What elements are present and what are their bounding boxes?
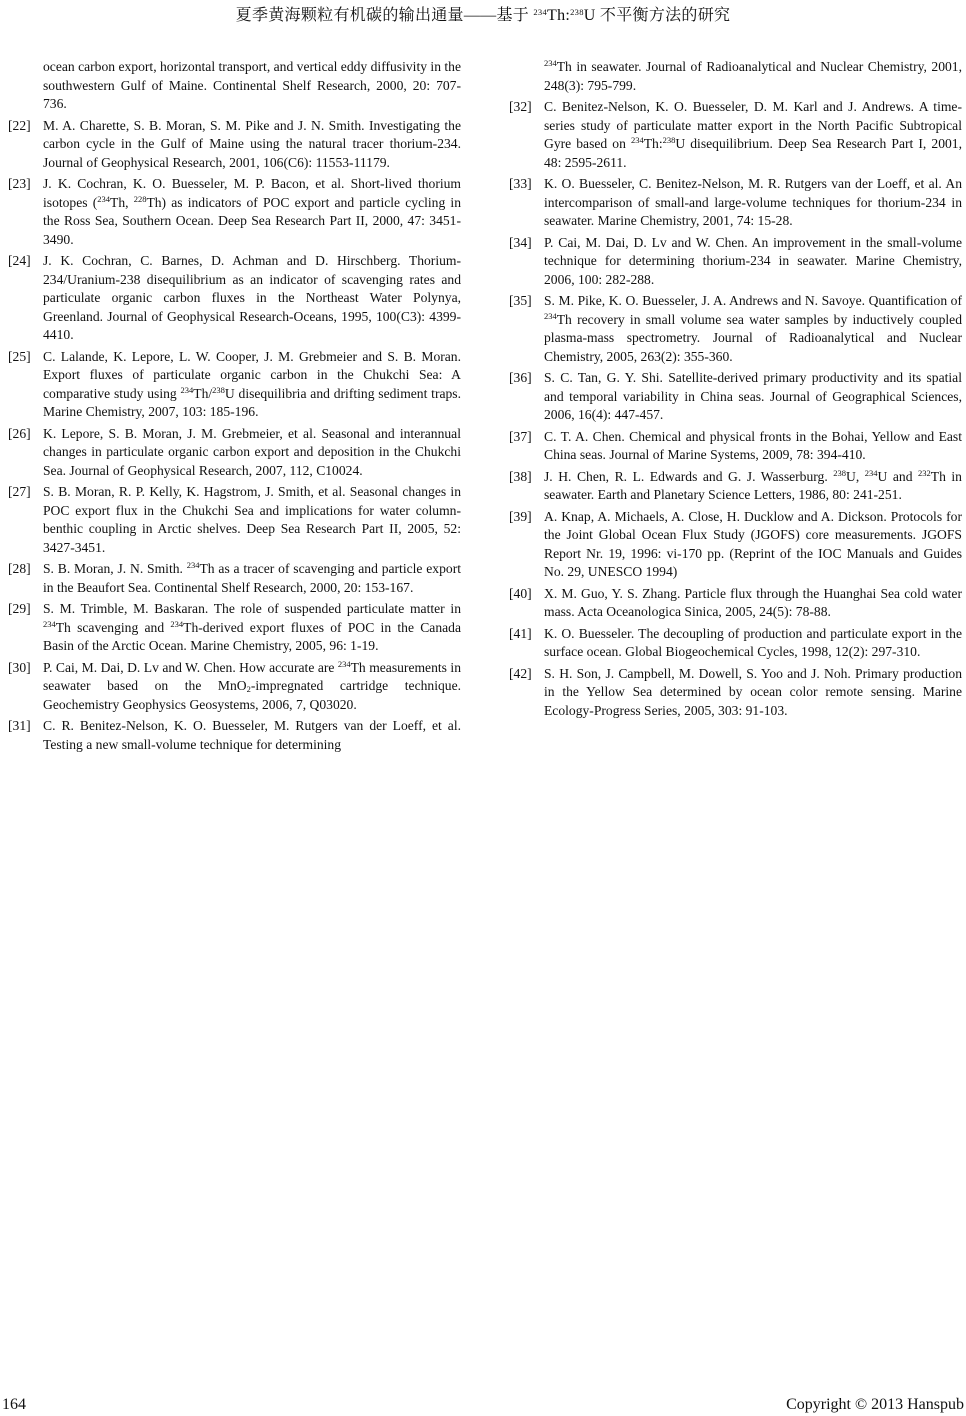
reference-number: [38] xyxy=(509,468,532,484)
superscript: 238 xyxy=(662,135,676,145)
reference-item xyxy=(8,600,466,656)
reference-text: C. R. Benitez-Nelson, K. O. Buesseler, M. Rutgers van der Loeff, et al. Testing a new small-volume technique for determining xyxy=(43,718,461,752)
reference-item xyxy=(509,98,966,172)
reference-item xyxy=(509,468,966,505)
reference-text: J. K. Cochran, K. O. Buesseler, M. P. Bacon, et al. Short-lived thorium isotopes ($^{234}$Th, $^{228}$Th) as indicators of POC export and particle cycling in the Ross Sea, Southern Ocean. Deep Sea Research Part II, 2000, 47: 3451-3490. xyxy=(43,176,461,247)
running-header: 夏季黄海颗粒有机碳的输出通量——基于 $^{234}$Th:$^{238}$U 不平衡方法的研究 xyxy=(235,7,731,24)
reference-text: K. O. Buesseler. The decoupling of production and particulate export in the surface ocean. Global Biogeochemical Cycles, 1998, 12(2): 297-310. xyxy=(544,625,962,659)
reference-item xyxy=(509,369,966,425)
reference-number: [29] xyxy=(8,601,31,616)
subscript: 2 xyxy=(246,684,251,694)
superscript: 232 xyxy=(918,467,931,478)
reference-number: [26] xyxy=(8,425,31,441)
reference-number: [35] xyxy=(509,293,532,308)
reference-text: S. C. Tan, G. Y. Shi. Satellite-derived primary productivity and its spatial and temporal variability in China seas. Journal of Geographical Sciences, 2006, 16(4): 447-457. xyxy=(544,370,962,422)
reference-number: [31] xyxy=(8,718,31,733)
reference-text: P. Cai, M. Dai, D. Lv and W. Chen. How accurate are $^{234}$Th measurements in seawater based on the MnO$_2$-impregnated cartridge technique. Geochemistry Geophysics Geosystems, 2006, 7, Q03020. xyxy=(43,658,461,712)
right-column xyxy=(509,58,966,723)
reference-item xyxy=(509,292,966,366)
reference-text: S. B. Moran, J. N. Smith. $^{234}$Th as a tracer of scavenging and particle export in the Beaufort Sea. Continental Shelf Research, 2000, 20: 153-167. xyxy=(43,560,461,595)
reference-number: [27] xyxy=(8,484,31,499)
reference-number: [22] xyxy=(8,117,31,133)
reference-text: P. Cai, M. Dai, D. Lv and W. Chen. An improvement in the small-volume technique for determining thorium-234 in seawater. Marine Chemistry, 2006, 100: 282-288. xyxy=(544,234,962,287)
reference-list xyxy=(509,98,966,720)
reference-text: K. Lepore, S. B. Moran, J. M. Grebmeier, et al. Seasonal and interannual changes in particulate organic carbon export and deposition in the Chukchi Sea. Journal of Geophysical Research, 2007, 112, C10024. xyxy=(43,425,461,478)
reference-item xyxy=(509,175,966,231)
reference-text: J. H. Chen, R. L. Edwards and G. J. Wasserburg. $^{238}$U, $^{234}$U and $^{232}$Th in seawater. Earth and Planetary Science Letters, 1986, 80: 241-251. xyxy=(544,467,962,502)
superscript: 238 xyxy=(833,467,847,478)
reference-item xyxy=(8,659,466,715)
reference-number: [37] xyxy=(509,428,532,444)
reference-item xyxy=(509,665,966,721)
superscript: 238 xyxy=(212,384,225,395)
reference-text: J. K. Cochran, C. Barnes, D. Achman and D. Hirschberg. Thorium-234/Uranium-238 disequilibrium as an indicator of scavenging rates and particulate organic carbon fluxes in the Northeast Water Polynya, Greenland. Journal of Geophysical Research-Oceans, 1995, 100(C3): 4399-4410. xyxy=(43,253,461,342)
reference-list xyxy=(8,117,466,755)
reference-text: S. H. Son, J. Campbell, M. Dowell, S. Yoo and J. Noh. Primary production in the Yellow Sea determined by ocean color remote sensing. Marine Ecology-Progress Series, 2005, 303: 91-103. xyxy=(544,665,962,718)
reference-text: S. M. Pike, K. O. Buesseler, J. A. Andrews and N. Savoye. Quantification of $^{234}$Th recovery in small volume sea water samples by inductively coupled plasma-mass spectrometry. Journal of Radioanalytical and Nuclear Chemistry, 2005, 263(2): 355-360. xyxy=(544,293,962,364)
reference-continuation: $^{234}$Th in seawater. Journal of Radioanalytical and Nuclear Chemistry, 2001, 248(3): 795-799. xyxy=(544,58,962,93)
superscript: 228 xyxy=(133,193,147,204)
reference-number: [39] xyxy=(509,508,532,524)
reference-text: S. B. Moran, R. P. Kelly, K. Hagstrom, J. Smith, et al. Seasonal changes in POC export flux in the Chukchi Sea and implications for water column-benthic coupling in Arctic shelves. Deep Sea Research Part II, 2005, 52: 3427-3451. xyxy=(43,484,461,555)
reference-number: [41] xyxy=(509,625,532,641)
reference-item xyxy=(8,348,466,422)
superscript: 234 xyxy=(864,467,878,478)
reference-number: [42] xyxy=(509,665,532,681)
reference-item xyxy=(509,234,966,290)
reference-text: C. Lalande, K. Lepore, L. W. Cooper, J. M. Grebmeier and S. B. Moran. Export fluxes of particulate organic carbon in the Chukchi Sea: A comparative study using $^{234}$Th/$^{238}$U disequilibria and drifting sediment traps. Marine Chemistry, 2007, 103: 185-196. xyxy=(43,348,461,419)
reference-item xyxy=(8,252,466,345)
reference-text: A. Knap, A. Michaels, A. Close, H. Ducklow and A. Dickson. Protocols for the Joint Global Ocean Flux Study (JGOFS) core measurements. JGOFS Report Nr. 19, 1996: vi-170 pp. (Reprint of the IOC Manuals and Guides No. 29, UNESCO 1994) xyxy=(544,508,962,579)
superscript: 234 xyxy=(544,58,557,68)
reference-text: X. M. Guo, Y. S. Zhang. Particle flux through the Huanghai Sea cold water mass. Acta Oceanologica Sinica, 2005, 24(5): 78-88. xyxy=(544,585,962,619)
reference-number: [25] xyxy=(8,348,31,364)
copyright: Copyright © 2013 Hanspub xyxy=(786,1396,964,1413)
reference-number: [40] xyxy=(509,585,532,601)
reference-text: C. Benitez-Nelson, K. O. Buesseler, D. M. Karl and J. Andrews. A time-series study of particulate matter export in the North Pacific Subtropical Gyre based on $^{234}$Th:$^{238}$U disequilibrium. Deep Sea Research Part I, 2001, 48: 2595-2611. xyxy=(544,99,962,170)
superscript: 234 xyxy=(544,310,557,321)
reference-text: C. T. A. Chen. Chemical and physical fronts in the Bohai, Yellow and East China seas. Journal of Marine Systems, 2009, 78: 394-410. xyxy=(544,428,962,462)
reference-item xyxy=(8,425,466,481)
reference-text: M. A. Charette, S. B. Moran, S. M. Pike and J. N. Smith. Investigating the carbon cycle in the Gulf of Maine using the natural tracer thorium-234. Journal of Geophysical Research, 2001, 106(C6): 11553-11179. xyxy=(43,117,461,170)
reference-item xyxy=(509,625,966,662)
reference-item xyxy=(8,483,466,557)
superscript: 234 xyxy=(180,384,194,395)
reference-number: [24] xyxy=(8,253,31,268)
superscript: 234 xyxy=(533,7,547,17)
page-number: 164 xyxy=(2,1396,26,1413)
reference-item xyxy=(509,508,966,582)
superscript: 238 xyxy=(570,7,584,17)
reference-text: S. M. Trimble, M. Baskaran. The role of suspended particulate matter in $^{234}$Th scavenging and $^{234}$Th-derived export fluxes of POC in the Canada Basin of the Arctic Ocean. Marine Chemistry, 2005, 96: 1-19. xyxy=(43,601,461,653)
superscript: 234 xyxy=(630,135,644,145)
reference-number: [23] xyxy=(8,176,31,191)
reference-text: K. O. Buesseler, C. Benitez-Nelson, M. R. Rutgers van der Loeff, et al. An intercomparison of small-and large-volume techniques for thorium-234 in seawater. Marine Chemistry, 2001, 74: 15-28. xyxy=(544,176,962,228)
reference-number: [28] xyxy=(8,561,31,576)
reference-number: [33] xyxy=(509,176,532,191)
reference-item xyxy=(8,560,466,597)
superscript: 234 xyxy=(170,618,184,629)
superscript: 234 xyxy=(97,193,111,204)
reference-number: [36] xyxy=(509,370,532,385)
superscript: 234 xyxy=(337,658,351,669)
reference-item xyxy=(8,175,466,249)
reference-item xyxy=(8,117,466,173)
superscript: 234 xyxy=(43,618,56,629)
left-column xyxy=(8,58,466,757)
reference-number: [34] xyxy=(509,234,532,250)
reference-continuation: ocean carbon export, horizontal transport, and vertical eddy diffusivity in the southwestern Gulf of Maine. Continental Shelf Research, 2000, 20: 707-736. xyxy=(43,59,462,111)
superscript: 234 xyxy=(186,560,200,570)
reference-item xyxy=(8,717,466,754)
reference-number: [32] xyxy=(509,99,532,114)
reference-item xyxy=(509,585,966,622)
reference-number: [30] xyxy=(8,659,31,675)
reference-item xyxy=(509,428,966,465)
